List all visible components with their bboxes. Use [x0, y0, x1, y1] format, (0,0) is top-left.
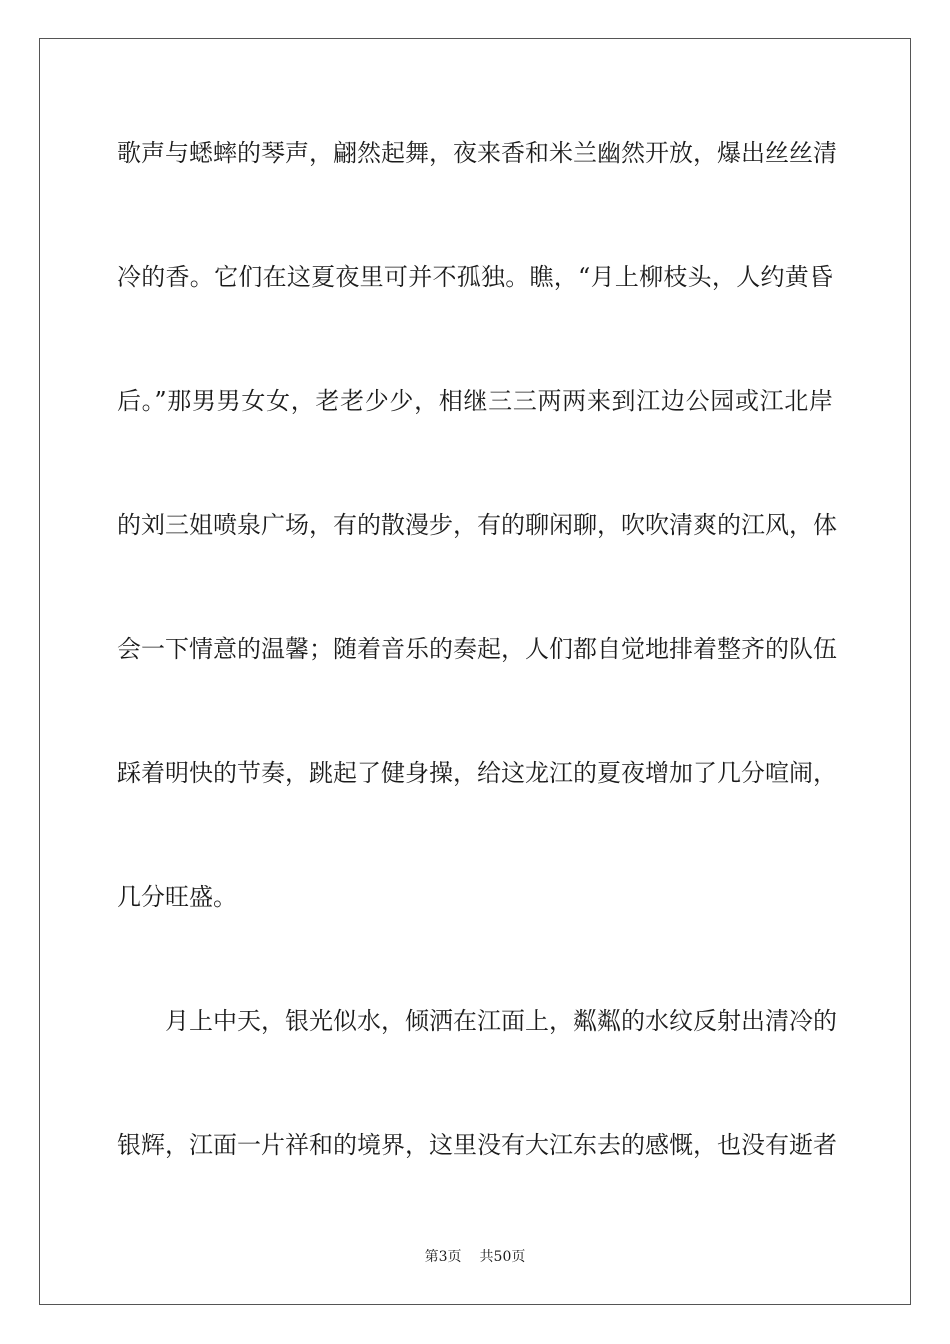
body-text-line: 会一下情意的温馨；随着音乐的奏起，人们都自觉地排着整齐的队伍: [117, 635, 837, 663]
body-text-line: 银辉，江面一片祥和的境界，这里没有大江东去的感慨，也没有逝者: [117, 1131, 837, 1159]
body-text-line: 几分旺盛。: [117, 883, 237, 911]
page-total: 共50页: [479, 1249, 526, 1265]
body-text-line: 歌声与蟋蟀的琴声，翩然起舞，夜来香和米兰幽然开放，爆出丝丝清: [117, 139, 837, 167]
page-footer: [0, 1248, 950, 1266]
body-text-line: 后。”那男男女女，老老少少，相继三三两两来到江边公园或江北岸: [117, 387, 833, 415]
page-border: [39, 38, 911, 1305]
body-text-line: 的刘三姐喷泉广场，有的散漫步，有的聊闲聊，吹吹清爽的江风，体: [117, 511, 837, 539]
page-number: 第3页: [424, 1249, 462, 1265]
body-text-line: 冷的香。它们在这夏夜里可并不孤独。瞧，“月上柳枝头，人约黄昏: [117, 263, 833, 291]
paragraph-first-line: 月上中天，银光似水，倾洒在江面上，粼粼的水纹反射出清冷的: [165, 1007, 837, 1035]
body-text-line: 踩着明快的节奏，跳起了健身操，给这龙江的夏夜增加了几分喧闹，: [117, 759, 837, 787]
